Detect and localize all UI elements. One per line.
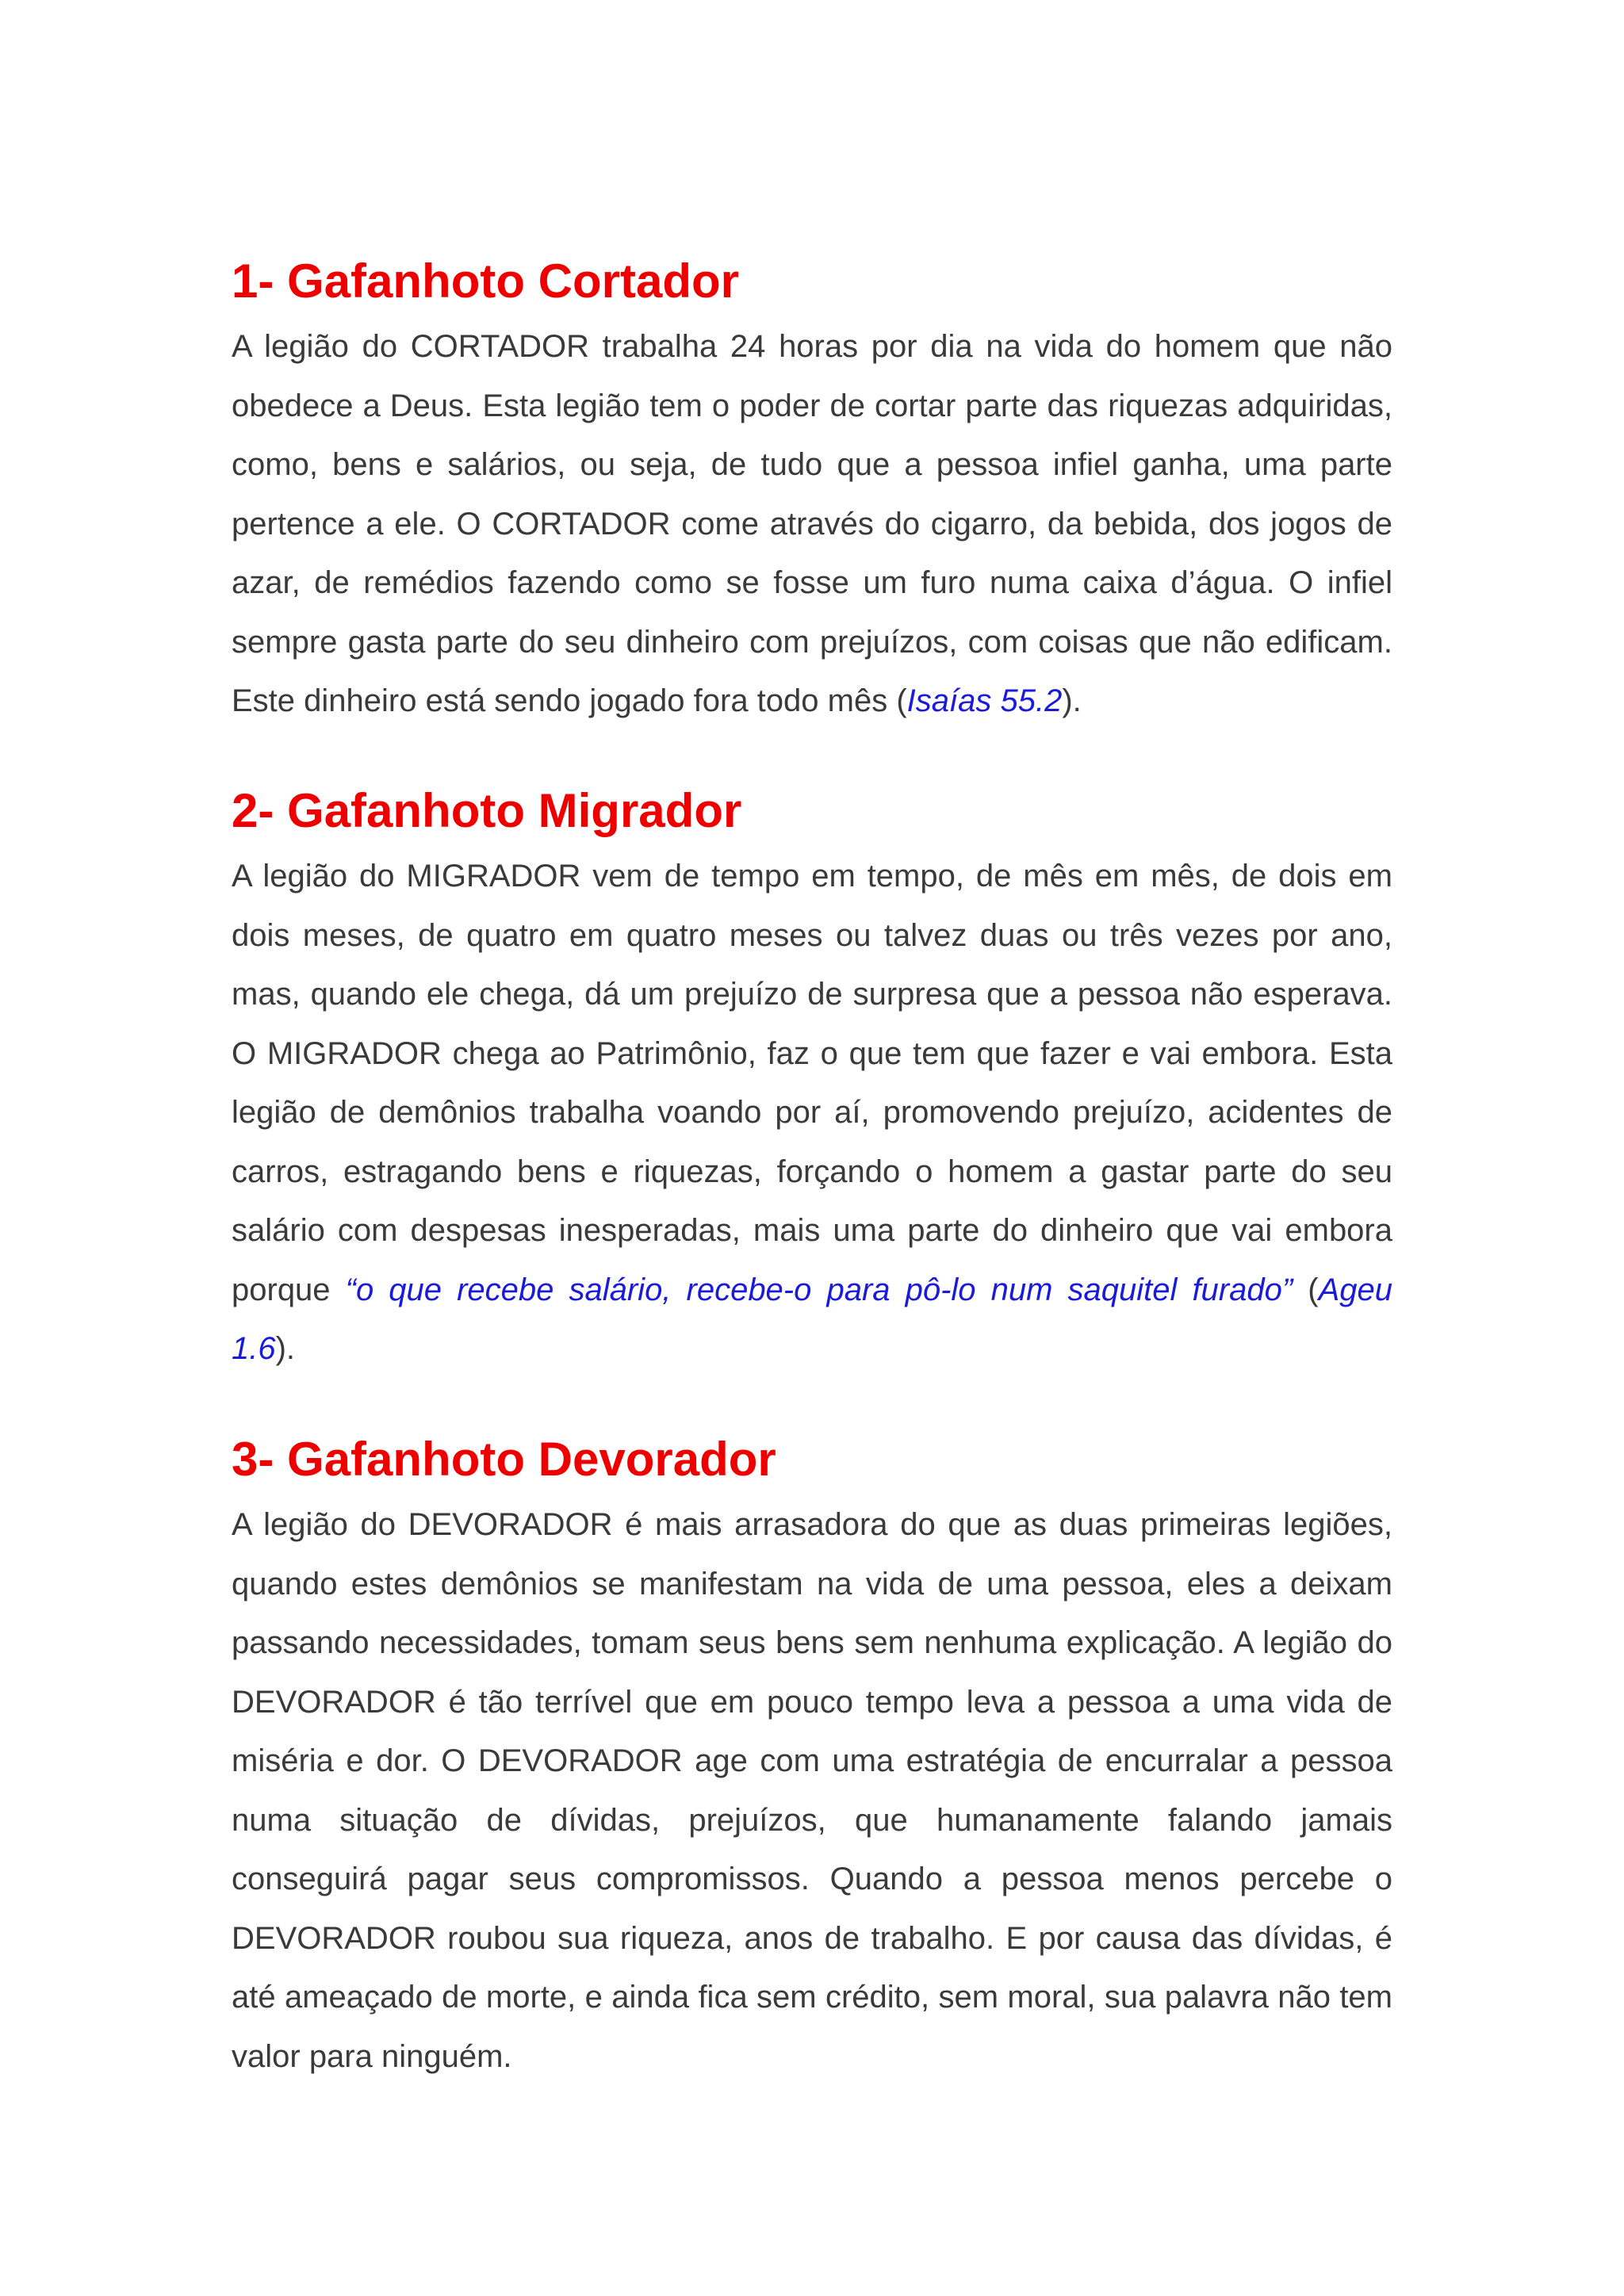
section-paragraph (232, 317, 1392, 731)
section-paragraph (232, 1495, 1392, 2086)
bible-quote: “o que recebe salário, recebe-o para pô-lo num saquitel furado” (345, 1272, 1293, 1307)
paragraph-text-end: ). (275, 1331, 296, 1366)
section-paragraph (232, 847, 1392, 1379)
bible-reference: Ageu 1.6 (232, 1272, 1393, 1366)
section-devorador (232, 1430, 1392, 2086)
paragraph-text: A legião do DEVORADOR é mais arrasadora do que as duas primeiras legiões, quando estes demônios se manifestam na vida de uma pessoa, eles a deixam passando necessidades, tomam seus bens sem nenhuma explicação. A legião do DEVORADOR é tão terrível que em pouco tempo leva a pessoa a uma vida de miséria e dor. O DEVORADOR age com uma estratégia de encurralar a pessoa numa situação de dívidas, prejuízos, que humanamente falando jamais conseguirá pagar seus compromissos. Quando a pessoa menos percebe o DEVORADOR roubou sua riqueza, anos de trabalho. E por causa das dívidas, é até ameaçado de morte, e ainda fica sem crédito, sem moral, sua palavra não tem valor para ninguém. (232, 1507, 1392, 2074)
paragraph-text: A legião do CORTADOR trabalha 24 horas por dia na vida do homem que não obedece a Deus. Esta legião tem o poder de cortar parte das riquezas adquiridas, como, bens e salários, ou seja, de tudo que a pessoa infiel ganha, uma parte pertence a ele. O CORTADOR come através do cigarro, da bebida, dos jogos de azar, de remédios fazendo como se fosse um furo numa caixa d’água. O infiel sempre gasta parte do seu dinheiro com prejuízos, com coisas que não edificam. Este dinheiro está sendo jogado fora todo mês ( (232, 329, 1392, 718)
section-cortador (232, 252, 1392, 731)
section-migrador (232, 782, 1392, 1379)
paragraph-text-middle: ( (1293, 1272, 1319, 1307)
section-heading: 2- Gafanhoto Migrador (232, 784, 742, 837)
paragraph-text-end: ). (1062, 683, 1082, 718)
section-heading: 3- Gafanhoto Devorador (232, 1433, 776, 1486)
bible-reference: Isaías 55.2 (906, 683, 1063, 718)
paragraph-text: A legião do MIGRADOR vem de tempo em tempo, de mês em mês, de dois em dois meses, de quatro em quatro meses ou talvez duas ou três vezes por ano, mas, quando ele chega, dá um prejuízo de surpresa que a pessoa não esperava. O MIGRADOR chega ao Patrimônio, faz o que tem que fazer e vai embora. Esta legião de demônios trabalha voando por aí, promovendo prejuízo, acidentes de carros, estragando bens e riquezas, forçando o homem a gastar parte do seu salário com despesas inesperadas, mais uma parte do dinheiro que vai embora porque (232, 859, 1392, 1307)
section-heading: 1- Gafanhoto Cortador (232, 254, 739, 308)
